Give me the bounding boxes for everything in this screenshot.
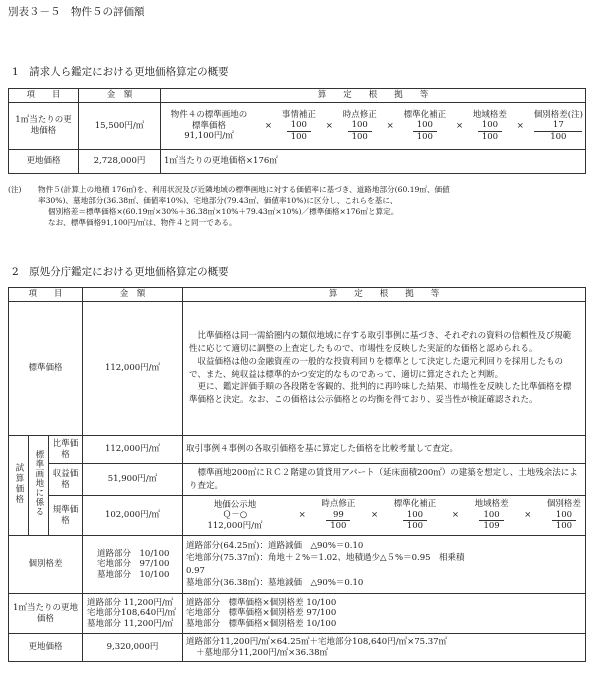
multiply-sign: × bbox=[325, 120, 333, 131]
multiply-sign: × bbox=[298, 510, 306, 521]
s1-note-line-4: なお、標準価格91,100円/㎡は、物件４と同一である。 bbox=[48, 218, 237, 227]
s1-factor-1 bbox=[282, 110, 316, 143]
s1-note-mark: (注) bbox=[8, 185, 22, 194]
s2-individual-amount-residential: 宅地部分 97/100 bbox=[97, 559, 170, 570]
s2-std-paragraph-2: 収益価格は他の金融資産の一般的な投資利回りを標準として決定した還元利回りを採用したもので、また、純収益は標準的かつ安定的なものであって、適切に算定されたと判断。 bbox=[189, 356, 564, 380]
s2-bench-factor-4-label: 個別格差 bbox=[546, 499, 581, 510]
s2-bench-factor-3-num: 100 bbox=[479, 510, 503, 522]
s2-unit-basis-road: 道路部分 標準価格×個別格差 10/100 bbox=[186, 597, 337, 608]
s1-note-line-3: 個別格差＝標準価格×(60.19㎡×30%＋36.38㎡×10%＋79.43㎡×10%)／標準価格×176㎡と算定。 bbox=[48, 207, 399, 216]
s1-header-basis: 算 定 根 拠 等 bbox=[161, 89, 586, 103]
s2-total-basis-line-2: ＋墓地部分11,200円/㎡×36.38㎡ bbox=[196, 647, 329, 658]
s2-total-basis bbox=[183, 634, 586, 662]
s1-factor-2 bbox=[343, 110, 377, 143]
s2-unit-price-residential: 宅地部分108,640円/㎡ bbox=[87, 608, 177, 619]
s2-unit-price-road: 道路部分 11,200円/㎡ bbox=[87, 597, 174, 608]
s1-header-item: 項 目 bbox=[9, 89, 79, 103]
s2-public-point-block bbox=[187, 500, 283, 532]
s2-unit-price-cemetery: 墓地部分 11,200円/㎡ bbox=[87, 618, 174, 629]
s2-bench-factor-3 bbox=[475, 499, 509, 532]
s2-side-outer-label bbox=[9, 436, 29, 536]
s2-unit-price-basis bbox=[183, 594, 586, 634]
s2-individual-basis-road: 道路部分(64.25㎡)：道路減価 △90%＝0.10 bbox=[186, 540, 364, 551]
s1-factor-3 bbox=[404, 110, 447, 143]
s2-individual-basis bbox=[183, 536, 586, 594]
s1-factor-2-num: 100 bbox=[348, 120, 372, 132]
s2-public-point-name: Ｑ－○ bbox=[222, 510, 248, 521]
s1-factor-2-den: 100 bbox=[351, 131, 368, 142]
multiply-sign: × bbox=[524, 510, 532, 521]
section2-table bbox=[8, 287, 586, 662]
s2-individual-basis-cemetery: 墓地部分(36.38㎡)：墓地減価 △90%＝0.10 bbox=[186, 577, 364, 588]
s1-std-label-2: 標準価格 bbox=[191, 120, 226, 131]
s1-row-total-basis: 1㎡当たりの更地価格×176㎡ bbox=[161, 150, 586, 174]
s1-factor-3-num: 100 bbox=[413, 120, 437, 132]
s2-total-label: 更地価格 bbox=[9, 634, 83, 662]
s2-public-point-label: 地価公示地 bbox=[213, 499, 257, 510]
s2-bench-factor-4 bbox=[547, 499, 581, 532]
s2-benchmark-label: 規準価格 bbox=[49, 496, 83, 536]
multiply-sign: × bbox=[264, 120, 272, 131]
s2-individual-amount bbox=[83, 536, 183, 594]
s2-bench-factor-2-den: 100 bbox=[406, 521, 424, 532]
s2-standard-price-basis bbox=[183, 302, 586, 436]
s1-factor-3-den: 100 bbox=[416, 131, 433, 142]
s2-income-basis-text: 標準画地200㎡にＲＣ２階建の賃貸用アパート（延床面積200㎡）の建築を想定し、土地残余法により査定。 bbox=[189, 467, 578, 491]
s1-factor-3-label: 標準化補正 bbox=[403, 109, 447, 120]
s2-header-amount: 金 額 bbox=[83, 288, 183, 302]
s2-side-outer-text: 試算価格 bbox=[13, 462, 24, 505]
s2-bench-factor-4-num: 100 bbox=[552, 510, 576, 522]
s1-note-line-1: 物件５(計算上の地積 176㎡)を、利用状況及び近隣地域の標準画地に対する価値率に基づき、道路地部分(60.19㎡、価値 bbox=[38, 185, 450, 194]
s1-row-unit-price-amount: 15,500円/㎡ bbox=[79, 103, 161, 150]
s2-total-basis-line-1: 道路部分11,200円/㎡×64.25㎡＋宅地部分108,640円/㎡×75.37㎡ bbox=[186, 636, 448, 647]
s1-factor-4-num: 100 bbox=[478, 120, 502, 132]
multiply-sign: × bbox=[370, 510, 379, 521]
s2-header-basis: 算 定 根 拠 等 bbox=[183, 288, 586, 302]
s1-factor-1-label: 事情補正 bbox=[281, 109, 316, 120]
s1-row-unit-price-basis bbox=[161, 103, 586, 150]
s2-comparison-basis: 取引事例４事例の各取引価格を基に算定した価格を比較考量して査定。 bbox=[183, 436, 586, 464]
s1-row-unit-price-label: 1㎡当たりの更地価格 bbox=[9, 103, 79, 150]
s1-factor-4-label: 地域格差 bbox=[472, 109, 507, 120]
s2-individual-amount-road: 道路部分 10/100 bbox=[97, 548, 170, 559]
s2-unit-price-amount bbox=[83, 594, 183, 634]
section1-heading: 1 請求人ら鑑定における更地価格算定の概要 bbox=[12, 66, 229, 78]
s2-individual-basis-residential-product: 0.97 bbox=[186, 565, 205, 576]
multiply-sign: × bbox=[386, 120, 394, 131]
s1-std-label-1: 物件４の標準画地の bbox=[170, 110, 248, 121]
s2-bench-factor-1-label: 時点修正 bbox=[321, 499, 356, 510]
s2-benchmark-basis bbox=[183, 496, 586, 536]
multiply-sign: × bbox=[516, 120, 524, 131]
s1-factor-1-num: 100 bbox=[287, 120, 311, 132]
s2-bench-factor-1 bbox=[321, 499, 355, 532]
s2-individual-label: 個別格差 bbox=[9, 536, 83, 594]
s2-unit-basis-residential: 宅地部分 標準価格×個別格差 97/100 bbox=[186, 608, 337, 619]
s2-benchmark-amount: 102,000円/㎡ bbox=[83, 496, 183, 536]
s1-factor-5-label: 個別格差(注) bbox=[533, 109, 583, 120]
s1-factor-1-den: 100 bbox=[290, 131, 307, 142]
s1-row-total-amount: 2,728,000円 bbox=[79, 150, 161, 174]
s2-income-amount: 51,900円/㎡ bbox=[83, 464, 183, 496]
s2-bench-factor-3-label: 地域格差 bbox=[474, 499, 509, 510]
s2-bench-factor-2-label: 標準化補正 bbox=[393, 499, 437, 510]
s1-factor-4-den: 100 bbox=[481, 131, 499, 142]
section2-heading: 2 原処分庁鑑定における更地価格算定の概要 bbox=[12, 266, 229, 278]
s2-total-amount: 9,320,000円 bbox=[83, 634, 183, 662]
s2-income-basis bbox=[183, 464, 586, 496]
section1-table bbox=[8, 88, 586, 174]
s2-side-inner-label bbox=[29, 436, 49, 536]
s2-std-paragraph-3: 更に、鑑定評価手順の各段階を客観的、批判的に再吟味した結果、市場性を反映した比準価格を標準価格と決定。なお、この価格は公示価格との均衡を得ており、妥当性が検証確認された。 bbox=[189, 382, 572, 405]
s2-bench-factor-4-den: 100 bbox=[555, 521, 573, 532]
s2-bench-factor-2-num: 100 bbox=[403, 510, 427, 522]
s2-bench-factor-1-den: 100 bbox=[330, 521, 347, 532]
document-title: 別表３－５ 物件５の評価額 bbox=[8, 6, 145, 18]
s2-bench-factor-1-num: 99 bbox=[326, 510, 350, 522]
s2-header-item: 項 目 bbox=[9, 288, 83, 302]
s1-factor-5 bbox=[534, 110, 583, 143]
multiply-sign: × bbox=[451, 510, 459, 521]
s1-factor-5-den: 100 bbox=[550, 131, 567, 142]
s1-header-amount: 金 額 bbox=[79, 89, 161, 103]
s2-bench-factor-3-den: 109 bbox=[483, 521, 500, 532]
s1-factor-5-num: 17 bbox=[534, 120, 582, 132]
s2-side-inner-text: 標準画地に係る bbox=[33, 450, 44, 517]
s2-unit-basis-cemetery: 墓地部分 標準価格×個別格差 10/100 bbox=[186, 618, 337, 629]
s2-standard-price-label: 標準価格 bbox=[9, 302, 83, 436]
s1-std-value: 91,100円/㎡ bbox=[184, 131, 234, 142]
s1-note-line-2: 率30%)、墓地部分(36.38㎡、価値率10%)、宅地部分(79.43㎡、価値率10%)に区分し、これらを基に、 bbox=[38, 196, 398, 205]
s1-note bbox=[8, 184, 586, 228]
s1-factor-4 bbox=[473, 110, 507, 143]
s2-comparison-label: 比準価格 bbox=[49, 436, 83, 464]
s2-bench-factor-2 bbox=[394, 499, 437, 532]
s2-standard-price-amount: 112,000円/㎡ bbox=[83, 302, 183, 436]
s1-row-total-label: 更地価格 bbox=[9, 150, 79, 174]
multiply-sign: × bbox=[455, 120, 464, 131]
s2-unit-price-label: 1㎡当たりの更地価格 bbox=[9, 594, 83, 634]
s2-individual-amount-cemetery: 墓地部分 10/100 bbox=[97, 569, 170, 580]
s2-std-paragraph-1: 比準価格は同一需給圏内の類似地域に存する取引事例に基づき、それぞれの資料の信頼性及び規範性に応じて適切に調整の上査定したもので、市場性を反映した実証的な価格と認められる。 bbox=[189, 331, 572, 354]
s1-factor-2-label: 時点修正 bbox=[342, 109, 377, 120]
s2-individual-basis-residential: 宅地部分(75.37㎡)：角地＋２%＝1.02、地積過少△５%＝0.95 相乗積 bbox=[186, 553, 465, 564]
s2-comparison-amount: 112,000円/㎡ bbox=[83, 436, 183, 464]
s2-income-label: 収益価格 bbox=[49, 464, 83, 496]
s2-public-point-value: 112,000円/㎡ bbox=[207, 520, 263, 531]
s1-standard-price-block bbox=[163, 110, 255, 142]
